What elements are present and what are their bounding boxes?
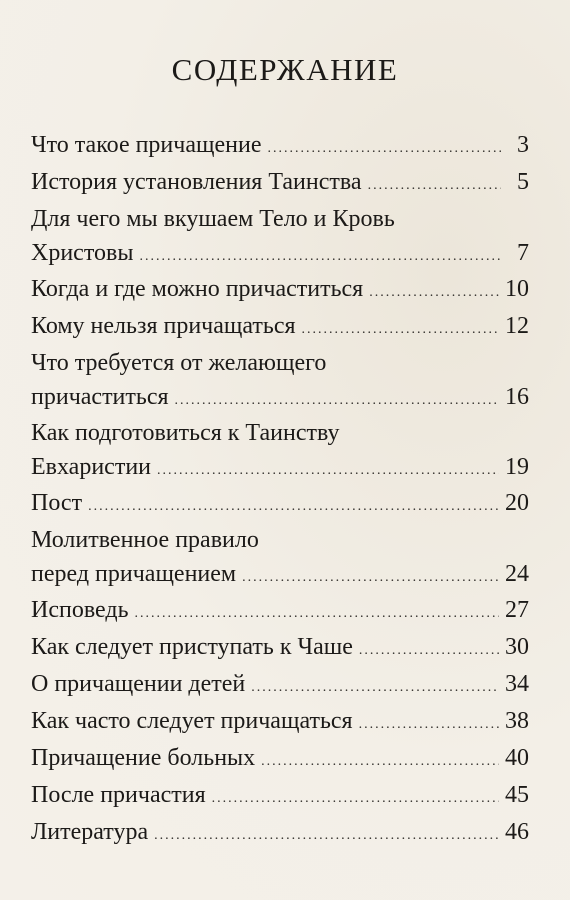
toc-entry-title: Исповедь <box>31 597 129 623</box>
toc-entry-title: О причащении детей <box>31 671 246 697</box>
page-title: СОДЕРЖАНИЕ <box>171 52 399 87</box>
dot-leader <box>157 454 499 488</box>
toc-entry-title: Кому нельзя причащаться <box>31 313 296 339</box>
toc-entry-title: История установления Таинства <box>31 169 362 195</box>
toc-entry <box>31 346 529 414</box>
toc-entry-title: Пост <box>31 490 83 516</box>
dot-leader <box>154 819 499 853</box>
dot-leader <box>251 671 499 705</box>
toc-entry-title-line: Для чего мы вкушаем Тело и Кровь <box>31 206 395 232</box>
toc-page-number: 38 <box>505 708 529 734</box>
toc-page-number: 19 <box>505 454 529 480</box>
toc-page-number: 27 <box>505 597 529 623</box>
dot-leader <box>261 745 499 779</box>
toc-entry <box>31 165 529 199</box>
table-of-contents <box>31 128 529 849</box>
toc-entry-title: Причащение больных <box>31 745 256 771</box>
toc-entry <box>31 416 529 484</box>
toc-entry-title: Что такое причащение <box>31 132 262 158</box>
toc-entry-title: Как часто следует причащаться <box>31 708 353 734</box>
dot-leader <box>302 313 499 347</box>
toc-entry-title: перед причащением <box>31 561 237 587</box>
toc-entry <box>31 704 529 738</box>
dot-leader <box>359 708 499 742</box>
toc-entry-title: Как следует приступать к Чаше <box>31 634 353 660</box>
toc-page-number: 45 <box>505 782 529 808</box>
toc-entry <box>31 523 529 591</box>
toc-page-number: 5 <box>517 169 529 195</box>
toc-entry <box>31 272 529 306</box>
dot-leader <box>242 561 499 595</box>
dot-leader <box>88 490 499 524</box>
toc-page-number: 3 <box>517 132 529 158</box>
toc-page-number: 12 <box>505 313 529 339</box>
toc-entry-title: Когда и где можно причаститься <box>31 276 364 302</box>
dot-leader <box>175 384 499 418</box>
toc-entry <box>31 741 529 775</box>
dot-leader <box>267 132 501 166</box>
toc-page-number: 20 <box>505 490 529 516</box>
toc-entry <box>31 128 529 162</box>
toc-page-number: 16 <box>505 384 529 410</box>
toc-entry-title: После причастия <box>31 782 206 808</box>
toc-page-number: 34 <box>505 671 529 697</box>
dot-leader <box>212 782 499 816</box>
toc-entry <box>31 630 529 664</box>
toc-entry <box>31 486 529 520</box>
toc-entry-title: Христовы <box>31 240 134 266</box>
dot-leader <box>368 169 501 203</box>
toc-entry-title-line: Молитвенное правило <box>31 527 259 553</box>
toc-page-number: 7 <box>517 240 529 266</box>
dot-leader <box>369 276 499 310</box>
dot-leader <box>359 634 499 668</box>
dot-leader <box>139 240 501 274</box>
toc-page-number: 30 <box>505 634 529 660</box>
toc-page-number: 40 <box>505 745 529 771</box>
toc-entry <box>31 778 529 812</box>
toc-entry <box>31 667 529 701</box>
toc-entry-title: Евхаристии <box>31 454 151 480</box>
toc-entry <box>31 593 529 627</box>
toc-entry <box>31 309 529 343</box>
toc-entry <box>31 815 529 849</box>
toc-page-number: 10 <box>505 276 529 302</box>
toc-page-number: 46 <box>505 819 529 845</box>
toc-entry-title-line: Что требуется от желающего <box>31 350 327 376</box>
toc-entry-title: Литература <box>31 819 149 845</box>
toc-entry-title: причаститься <box>31 384 169 410</box>
toc-entry-title-line: Как подготовиться к Таинству <box>31 420 340 446</box>
toc-entry <box>31 202 529 270</box>
toc-page-number: 24 <box>505 561 529 587</box>
dot-leader <box>135 597 499 631</box>
